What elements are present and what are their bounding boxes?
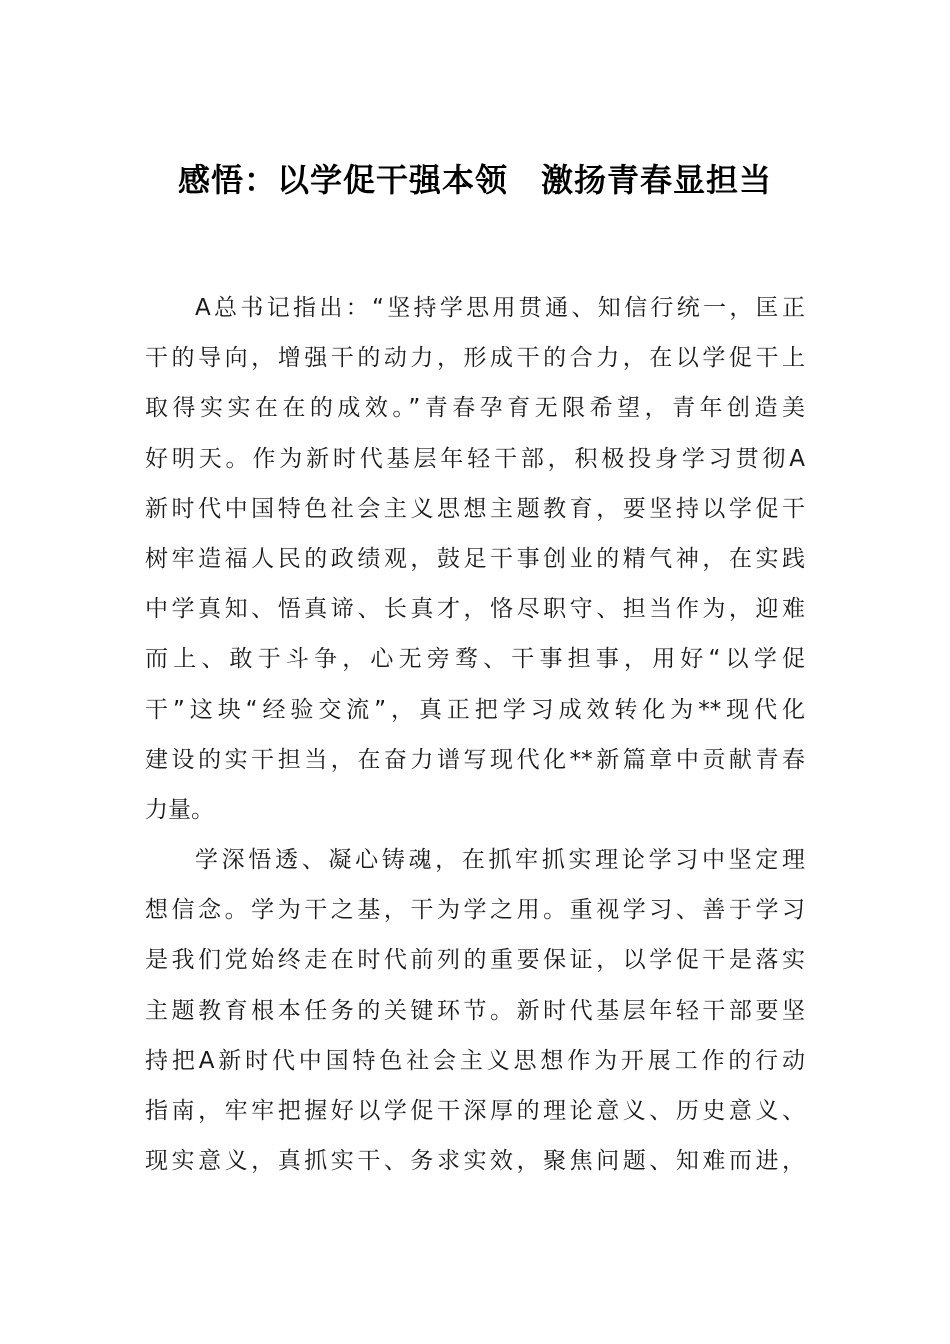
text-line: 中学真知、悟真谛、长真才，恪尽职守、担当作为，迎难 — [145, 596, 805, 623]
document-title: 感悟：以学促干强本领 激扬青春显担当 — [177, 161, 772, 199]
text-line: 干”这块“经验交流”，真正把学习成效转化为**现代化 — [145, 696, 805, 723]
text-line: 现实意义，真抓实干、务求实效，聚焦问题、知难而进， — [145, 1148, 805, 1175]
text-line: 取得实实在在的成效。”青春孕育无限希望，青年创造美 — [145, 395, 805, 422]
text-line: 是我们党始终走在时代前列的重要保证，以学促干是落实 — [145, 947, 805, 974]
text-line: 力量。 — [145, 796, 214, 823]
paragraph-2 — [145, 835, 805, 1186]
text-line: 学深悟透、凝心铸魂，在抓牢抓实理论学习中坚定理 — [195, 847, 805, 874]
text-line: 主题教育根本任务的关键环节。新时代基层年轻干部要坚 — [145, 997, 805, 1024]
text-line: 树牢造福人民的政绩观，鼓足干事创业的精气神，在实践 — [145, 545, 805, 572]
text-line: 好明天。作为新时代基层年轻干部，积极投身学习贯彻A — [145, 445, 805, 472]
text-line: 干的导向，增强干的动力，形成干的合力，在以学促干上 — [145, 345, 805, 372]
paragraph-1 — [145, 283, 805, 835]
text-line: 持把A新时代中国特色社会主义思想作为开展工作的行动 — [145, 1047, 805, 1074]
text-line: 新时代中国特色社会主义思想主题教育，要坚持以学促干 — [145, 495, 805, 522]
text-line: A总书记指出：“坚持学思用贯通、知信行统一，匡正 — [195, 295, 805, 321]
text-line: 指南，牢牢把握好以学促干深厚的理论意义、历史意义、 — [145, 1098, 805, 1124]
text-line: 想信念。学为干之基，干为学之用。重视学习、善于学习 — [145, 897, 805, 924]
document-body — [145, 283, 805, 1186]
text-line: 建设的实干担当，在奋力谱写现代化**新篇章中贡献青春 — [145, 746, 805, 773]
text-line: 而上、敢于斗争，心无旁骛、干事担事，用好“以学促 — [145, 646, 805, 673]
